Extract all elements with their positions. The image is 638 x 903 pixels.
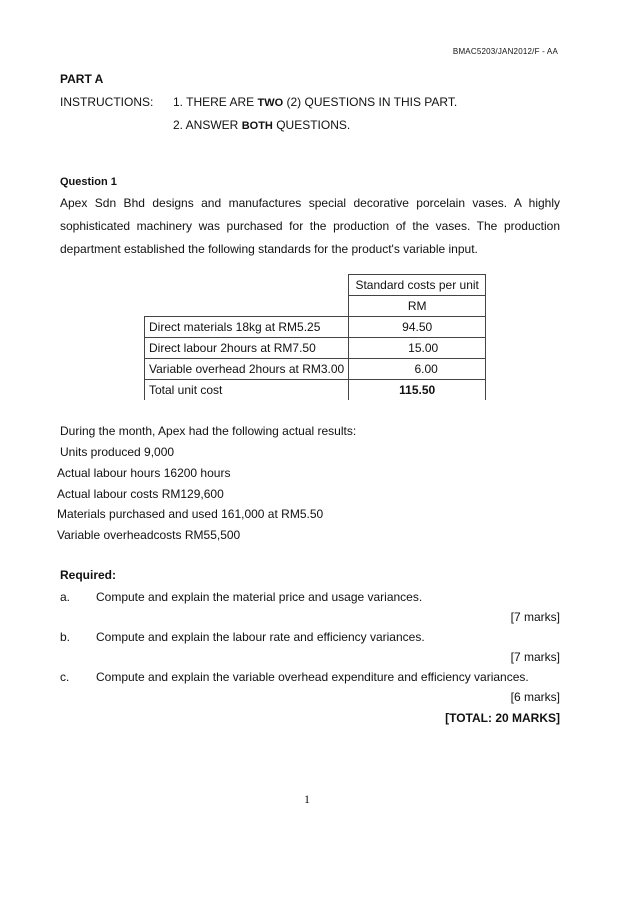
total-marks: [TOTAL: 20 MARKS] (445, 711, 560, 725)
table-row (145, 359, 486, 380)
actual-result-item: Variable overheadcosts RM55,500 (57, 528, 241, 542)
table-row (145, 338, 486, 359)
required-item-marks: [7 marks] (510, 650, 560, 664)
table-row-value: 94.50 (349, 317, 486, 338)
part-title: PART A (60, 72, 104, 86)
instruction-1-prefix: 1. THERE ARE (173, 95, 255, 109)
actual-results-intro: During the month, Apex had the following actual results: (60, 424, 357, 438)
table-row-label: Direct materials 18kg at RM5.25 (145, 317, 349, 338)
table-row-total (145, 380, 486, 401)
intro-line-3: department established the following standards for the product's variable input. (60, 242, 478, 256)
required-item-marks: [7 marks] (510, 610, 560, 624)
table-row-label: Total unit cost (145, 380, 349, 401)
table-row-value: 115.50 (349, 380, 486, 401)
table-header-cell-title: Standard costs per unit (349, 275, 486, 296)
required-item-text: Compute and explain the variable overhead expenditure and efficiency variances. (96, 670, 529, 684)
actual-result-item: Units produced 9,000 (60, 445, 175, 459)
intro-line-1: Apex Sdn Bhd designs and manufactures special decorative porcelain vases. A highly (60, 196, 560, 210)
page-number: 1 (304, 792, 310, 806)
instruction-2-prefix: 2. ANSWER (173, 118, 239, 132)
table-header-cell-unit: RM (349, 296, 486, 317)
table-row-label: Direct labour 2hours at RM7.50 (145, 338, 349, 359)
required-item-text: Compute and explain the material price and usage variances. (96, 590, 423, 604)
table-row-label: Variable overhead 2hours at RM3.00 (145, 359, 349, 380)
table-header-empty-cell (145, 275, 349, 317)
actual-result-item: Actual labour costs RM129,600 (57, 487, 224, 501)
instruction-2 (173, 118, 350, 132)
required-item-letter: a. (60, 590, 71, 604)
standard-costs-table (144, 274, 486, 400)
instruction-1-emphasis: TWO (257, 97, 284, 109)
instruction-2-suffix: QUESTIONS. (276, 118, 351, 132)
required-item-letter: c. (60, 670, 70, 684)
instructions-label: INSTRUCTIONS: (60, 95, 154, 109)
required-item-marks: [6 marks] (510, 690, 560, 704)
table-row-value: 15.00 (349, 338, 486, 359)
required-item-text: Compute and explain the labour rate and efficiency variances. (96, 630, 425, 644)
question-title: Question 1 (60, 176, 117, 188)
instruction-2-emphasis: BOTH (241, 120, 273, 132)
table-header-row (145, 275, 486, 296)
actual-result-item: Materials purchased and used 161,000 at RM5.50 (57, 507, 324, 521)
required-label: Required: (60, 568, 117, 582)
document-code-header: BMAC5203/JAN2012/F - AA (452, 47, 558, 56)
actual-result-item: Actual labour hours 16200 hours (57, 466, 231, 480)
table-row-value: 6.00 (349, 359, 486, 380)
instruction-1-suffix: (2) QUESTIONS IN THIS PART. (286, 95, 458, 109)
intro-line-2: sophisticated machinery was purchased for the production of the vases. The production (60, 219, 560, 233)
table-row (145, 317, 486, 338)
required-item-letter: b. (60, 630, 71, 644)
instruction-1 (173, 95, 457, 109)
